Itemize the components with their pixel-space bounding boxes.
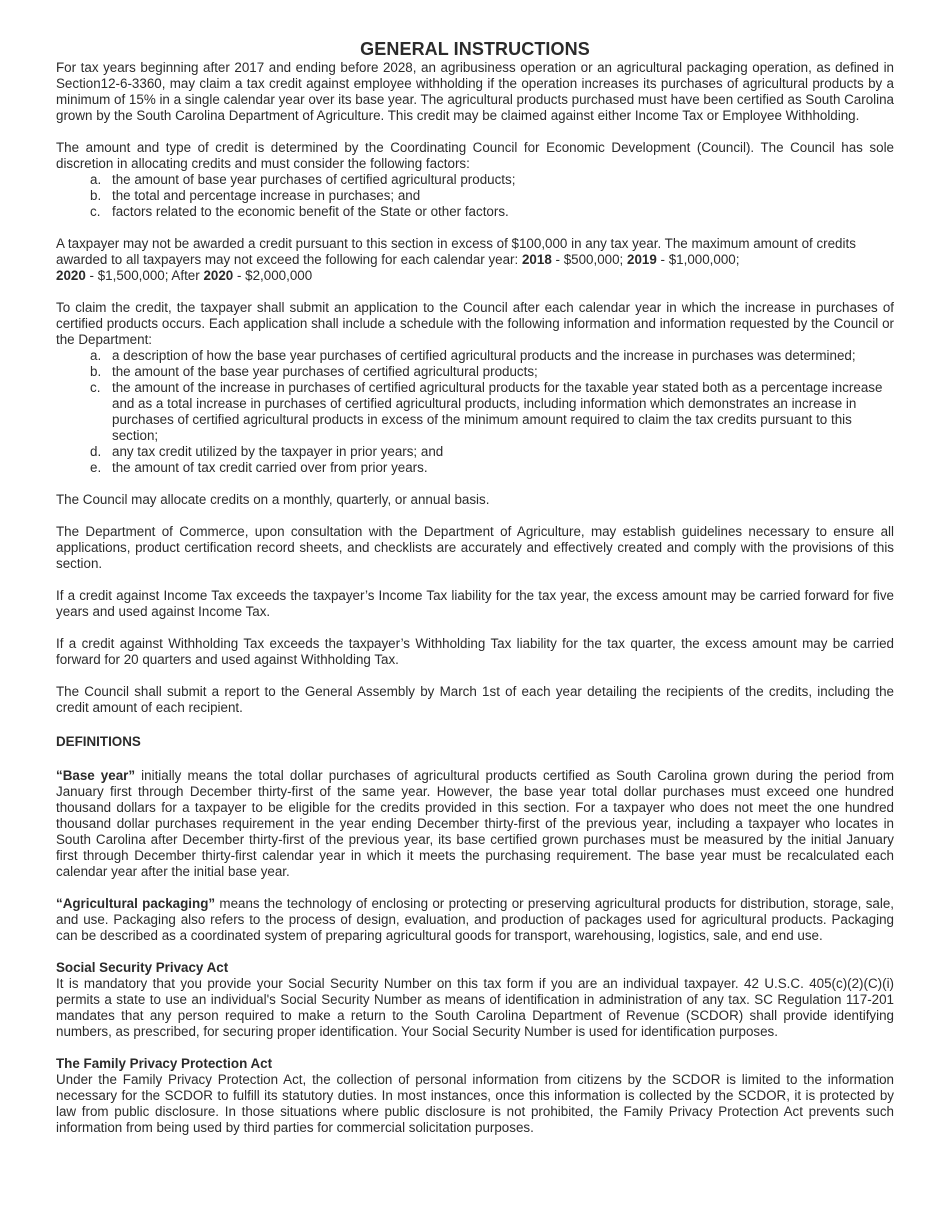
family-privacy-heading: The Family Privacy Protection Act xyxy=(56,1056,273,1071)
list-marker: d. xyxy=(90,444,102,459)
limit-year: 2020 xyxy=(203,268,234,283)
list-item-text: the amount of the increase in purchases of certified agricultural products for the taxable year stated both as a percentage increase and as a total increase in purchases of certified agricultural products, including information which demonstrates an increase in purchases of certified agricultural products in excess of the minimum amount required to claim the tax credits pursuant to this section; xyxy=(112,380,883,443)
base-year-definition xyxy=(56,768,894,880)
credit-limits-paragraph xyxy=(56,236,894,284)
list-item xyxy=(56,188,894,204)
list-item xyxy=(56,380,894,444)
limit-year: 2018 xyxy=(521,252,552,267)
limit-amount: - $1,500,000; After xyxy=(89,268,200,283)
commerce-paragraph: The Department of Commerce, upon consultation with the Department of Agriculture, may establish guidelines necessary to ensure all applications, product certification record sheets, and checklists are accurately and effectively created and comply with the provisions of this section. xyxy=(56,524,894,571)
limit-amount: - $500,000; xyxy=(555,252,624,267)
allocation-paragraph: The Council may allocate credits on a monthly, quarterly, or annual basis. xyxy=(56,492,490,507)
definition-term: “Agricultural packaging” xyxy=(56,896,216,911)
list-item-text: the amount of base year purchases of certified agricultural products; xyxy=(112,172,516,187)
list-item xyxy=(56,204,894,220)
definitions-heading: DEFINITIONS xyxy=(56,734,141,749)
list-marker: c. xyxy=(90,380,101,395)
list-marker: c. xyxy=(90,204,101,219)
credit-determination-paragraph: The amount and type of credit is determined by the Coordinating Council for Economic Development (Council). The Council has sole discretion in allocating credits and must consider the following factors: xyxy=(56,140,894,171)
limits-text: A taxpayer may not be awarded a credit pursuant to this section in excess of $100,000 in any tax year. The maximum amount of credits awarded to all taxpayers may not exceed the following for each calendar year: xyxy=(56,236,856,267)
list-marker: b. xyxy=(90,364,102,379)
report-paragraph: The Council shall submit a report to the General Assembly by March 1st of each year detailing the recipients of the credits, including the credit amount of each recipient. xyxy=(56,684,894,715)
list-item-text: factors related to the economic benefit of the State or other factors. xyxy=(112,204,509,219)
list-marker: e. xyxy=(90,460,102,475)
application-items-list xyxy=(56,348,894,476)
packaging-definition xyxy=(56,896,894,944)
list-item-text: any tax credit utilized by the taxpayer in prior years; and xyxy=(112,444,444,459)
withholding-carryforward-paragraph: If a credit against Withholding Tax exceeds the taxpayer’s Withholding Tax liability for the tax quarter, the excess amount may be carried forward for 20 quarters and used against Withholding Tax. xyxy=(56,636,894,667)
ssn-privacy-paragraph: It is mandatory that you provide your Social Security Number on this tax form if you are an individual taxpayer. 42 U.S.C. 405(c)(2)(C)(i) permits a state to use an individual's Social Security Number as means of identification in administration of any tax. SC Regulation 117-201 mandates that any person required to make a return to the South Carolina Department of Revenue (SCDOR) shall provide identifying numbers, as prescribed, for securing proper identification. Your Social Security Number is used for identification purposes. xyxy=(56,976,894,1039)
intro-paragraph: For tax years beginning after 2017 and ending before 2028, an agribusiness operation or an agricultural packaging operation, as defined in Section12-6-3360, may claim a tax credit against employee withholding if the operation increases its purchases of agricultural products by a minimum of 15% in a single calendar year over its base year. The agricultural products purchased must have been certified as South Carolina grown by the South Carolina Department of Agriculture. This credit may be claimed against either Income Tax or Employee Withholding. xyxy=(56,60,894,123)
ssn-privacy-heading: Social Security Privacy Act xyxy=(56,960,229,975)
list-item xyxy=(56,364,894,380)
list-item-text: the amount of tax credit carried over from prior years. xyxy=(112,460,428,475)
limit-year: 2019 xyxy=(627,252,657,267)
definition-term: “Base year” xyxy=(56,768,136,783)
limit-amount: - $2,000,000 xyxy=(236,268,313,283)
limit-amount: - $1,000,000; xyxy=(660,252,740,267)
list-item xyxy=(56,460,894,476)
list-marker: b. xyxy=(90,188,102,203)
list-item xyxy=(56,444,894,460)
definition-text: means the technology of enclosing or protecting or preserving agricultural products for distribution, storage, sale, and use. Packaging also refers to the process of design, evaluation, and production of packages used for agricultural products. Packaging can be described as a coordinated system of preparing agricultural goods for transport, warehousing, logistics, sale, and end use. xyxy=(56,896,895,943)
family-privacy-paragraph: Under the Family Privacy Protection Act, the collection of personal information from citizens by the SCDOR is limited to the information necessary for the SCDOR to fulfill its statutory duties. In most instances, once this information is collected by the SCDOR, it is protected by law from public disclosure. In those situations where public disclosure is not prohibited, the Family Privacy Protection Act prevents such information from being used by third parties for commercial solicitation purposes. xyxy=(56,1072,894,1135)
list-item xyxy=(56,172,894,188)
income-tax-carryforward-paragraph: If a credit against Income Tax exceeds the taxpayer’s Income Tax liability for the tax year, the excess amount may be carried forward for five years and used against Income Tax. xyxy=(56,588,894,619)
instructions-page xyxy=(56,38,894,1136)
list-marker: a. xyxy=(90,172,102,187)
definition-text: initially means the total dollar purchases of agricultural products certified as South Carolina grown during the period from January first through December thirty-first of the same year. However, the base year total dollar purchases must exceed one hundred thousand dollars for a taxpayer to be eligible for the credits provided in this section. For a taxpayer who does not meet the one hundred thousand dollar purchases requirement in the year ending December thirty-first of the previous year, including a taxpayer who locates in South Carolina after December thirty-first of the previous year, its base certified grown purchases must be measured by the initial January first through December thirty-first calendar year in which it meets the purchasing requirement. The base year must be recalculated each calendar year after the initial base year. xyxy=(56,768,894,879)
list-item xyxy=(56,348,894,364)
list-item-text: the total and percentage increase in purchases; and xyxy=(112,188,421,203)
list-marker: a. xyxy=(90,348,102,363)
limit-year: 2020 xyxy=(56,268,86,283)
list-item-text: a description of how the base year purchases of certified agricultural products and the increase in purchases was determined; xyxy=(112,348,856,363)
factors-list xyxy=(56,172,894,220)
page-title: GENERAL INSTRUCTIONS xyxy=(360,39,590,59)
list-item-text: the amount of the base year purchases of certified agricultural products; xyxy=(112,364,538,379)
application-paragraph: To claim the credit, the taxpayer shall submit an application to the Council after each calendar year in which the increase in purchases of certified products occurs. Each application shall include a schedule with the following information and information requested by the Council or the Department: xyxy=(56,300,894,347)
